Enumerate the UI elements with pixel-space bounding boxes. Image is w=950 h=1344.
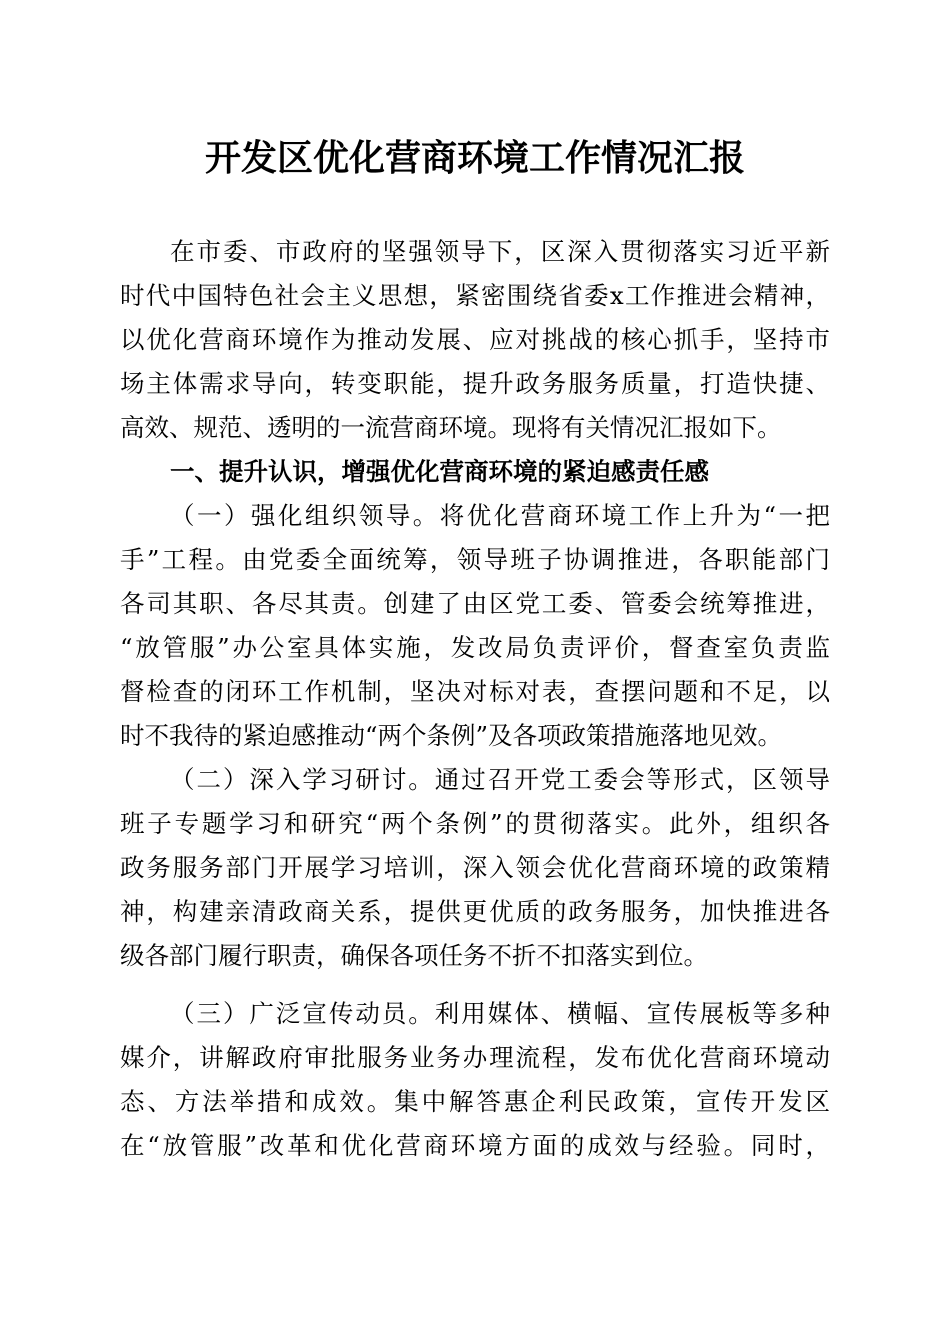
paragraph-line: 神，构建亲清政商关系，提供更优质的政务服务，加快推进各	[120, 897, 830, 926]
paragraph-line: 在“放管服”改革和优化营商环境方面的成效与经验。同时，	[120, 1131, 830, 1160]
section-heading: 一、提升认识，增强优化营商环境的紧迫感责任感	[170, 457, 709, 486]
paragraph-gap	[120, 978, 830, 992]
paragraph-line: 督检查的闭环工作机制，坚决对标对表，查摆问题和不足，以	[120, 677, 830, 706]
paragraph-line: （二）深入学习研讨。通过召开党工委会等形式，区领导	[170, 765, 830, 794]
paragraph-line: 以优化营商环境作为推动发展、应对挑战的核心抓手，坚持市	[120, 325, 830, 354]
paragraph-line: 手”工程。由党委全面统筹，领导班子协调推进，各职能部门	[120, 545, 830, 574]
paragraph-line: 级各部门履行职责，确保各项任务不折不扣落实到位。	[120, 941, 708, 970]
paragraph-line: 时不我待的紧迫感推动“两个条例”及各项政策措施落地见效。	[120, 721, 783, 750]
paragraph-line: 媒介，讲解政府审批服务业务办理流程，发布优化营商环境动	[120, 1043, 830, 1072]
intro-paragraph	[120, 230, 830, 450]
paragraph-line: 班子专题学习和研究“两个条例”的贯彻落实。此外，组织各	[120, 809, 830, 838]
paragraph-line: 时代中国特色社会主义思想，紧密围绕省委x工作推进会精神，	[120, 281, 830, 310]
paragraph-line: 在市委、市政府的坚强领导下，区深入贯彻落实习近平新	[170, 237, 830, 266]
paragraph-line: 场主体需求导向，转变职能，提升政务服务质量，打造快捷、	[120, 369, 830, 398]
paragraph-line: 各司其职、各尽其责。创建了由区党工委、管委会统筹推进，	[120, 589, 830, 618]
document-body	[120, 230, 830, 1168]
document-title: 开发区优化营商环境工作情况汇报	[204, 137, 745, 179]
paragraph-line: （一）强化组织领导。将优化营商环境工作上升为“一把	[170, 501, 830, 530]
paragraph-line: 态、方法举措和成效。集中解答惠企利民政策，宣传开发区	[120, 1087, 830, 1116]
paragraph-line: （三）广泛宣传动员。利用媒体、横幅、宣传展板等多种	[170, 999, 830, 1028]
item-paragraph-1	[120, 494, 830, 758]
paragraph-line: “放管服”办公室具体实施，发改局负责评价，督查室负责监	[120, 633, 830, 662]
item-paragraph-3	[120, 992, 830, 1168]
paragraph-line: 政务服务部门开展学习培训，深入领会优化营商环境的政策精	[120, 853, 830, 882]
item-paragraph-2	[120, 758, 830, 978]
paragraph-line: 高效、规范、透明的一流营商环境。现将有关情况汇报如下。	[120, 413, 782, 442]
